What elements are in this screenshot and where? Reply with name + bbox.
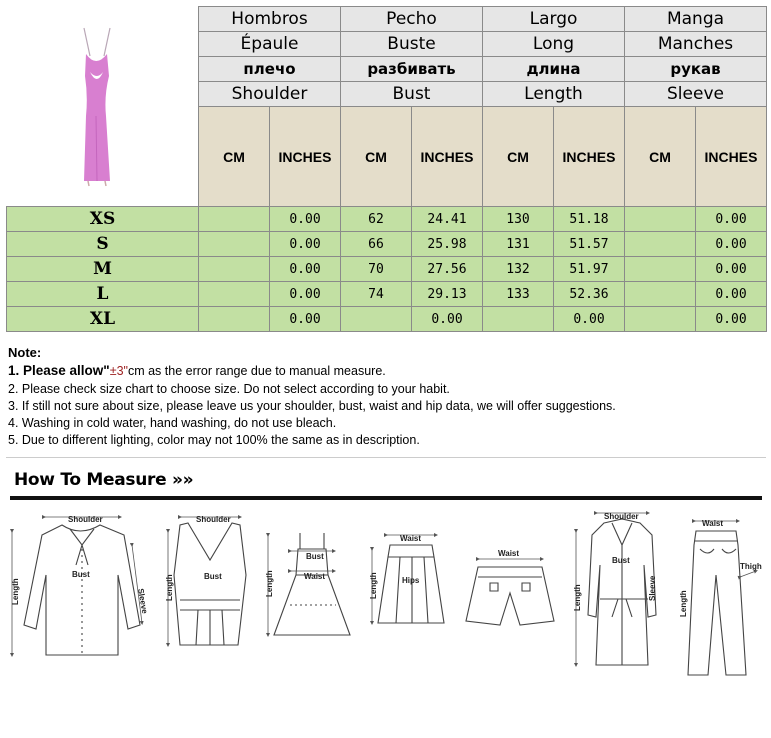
measurement-figures — [0, 505, 771, 735]
label-shoulder: Shoulder — [68, 515, 103, 524]
table-row — [199, 232, 767, 257]
header-row-french — [199, 32, 767, 57]
header-cell: Hombros — [199, 7, 341, 32]
header-cell: Bust — [341, 82, 483, 107]
label-bust: Bust — [612, 556, 630, 565]
size-label: XL — [7, 307, 199, 332]
value-cell: 0.00 — [270, 207, 341, 232]
value-cell: 27.56 — [412, 257, 483, 282]
label-length: Length — [11, 578, 20, 605]
size-column — [6, 206, 198, 332]
value-cell: 0.00 — [270, 257, 341, 282]
value-cell: 25.98 — [412, 232, 483, 257]
table-row — [199, 282, 767, 307]
header-cell: рукав — [625, 57, 767, 82]
label-sleeve: Sleeve — [136, 587, 150, 615]
value-cell — [625, 232, 696, 257]
value-cell: 0.00 — [412, 307, 483, 332]
value-cell: 130 — [483, 207, 554, 232]
header-cell: Manches — [625, 32, 767, 57]
value-cell: 74 — [341, 282, 412, 307]
note-line-2: 2. Please check size chart to choose size. Do not select according to your habit. — [8, 381, 450, 396]
unit-cell: INCHES — [554, 107, 625, 207]
how-to-measure-title — [14, 470, 193, 490]
label-waist: Waist — [400, 534, 422, 543]
table-row — [199, 257, 767, 282]
label-thigh: Thigh — [740, 562, 762, 571]
label-length: Length — [573, 584, 582, 611]
header-cell: Sleeve — [625, 82, 767, 107]
header-cell: Largo — [483, 7, 625, 32]
notes-title: Note: — [8, 345, 42, 360]
value-cell: 29.13 — [412, 282, 483, 307]
unit-cell: INCHES — [270, 107, 341, 207]
value-cell — [199, 282, 270, 307]
value-cell — [625, 257, 696, 282]
label-bust: Bust — [72, 570, 90, 579]
unit-cell: CM — [483, 107, 554, 207]
tank-top-figure — [174, 523, 246, 645]
label-bust: Bust — [204, 572, 222, 581]
unit-row — [199, 107, 767, 207]
header-cell: Length — [483, 82, 625, 107]
pink-dress-image — [6, 6, 198, 206]
product-photo — [6, 6, 198, 206]
value-cell: 0.00 — [270, 307, 341, 332]
note-line-1 — [8, 362, 768, 380]
header-cell: Shoulder — [199, 82, 341, 107]
header-row-spanish — [199, 7, 767, 32]
value-cell: 51.57 — [554, 232, 625, 257]
size-label: L — [7, 282, 199, 307]
note-tolerance: ±3" — [109, 364, 128, 379]
value-cell: 0.00 — [270, 282, 341, 307]
notes-section — [8, 344, 768, 450]
label-length: Length — [165, 574, 174, 601]
section-divider — [6, 457, 766, 458]
value-cell: 0.00 — [696, 207, 767, 232]
value-cell: 0.00 — [696, 307, 767, 332]
label-waist: Waist — [702, 519, 724, 528]
header-cell: Manga — [625, 7, 767, 32]
value-cell: 0.00 — [696, 232, 767, 257]
label-length: Length — [265, 570, 274, 597]
value-cell: 0.00 — [270, 232, 341, 257]
value-cell: 51.18 — [554, 207, 625, 232]
header-cell: Épaule — [199, 32, 341, 57]
size-label: M — [7, 257, 199, 282]
arrows-icon: »» — [171, 470, 194, 490]
unit-cell: CM — [341, 107, 412, 207]
value-cell: 52.36 — [554, 282, 625, 307]
value-cell — [341, 307, 412, 332]
note-line-3: 3. If still not sure about size, please leave us your shoulder, bust, waist and hip data, we will offer suggestions. — [8, 398, 616, 413]
header-cell: длина — [483, 57, 625, 82]
value-cell: 66 — [341, 232, 412, 257]
blouse-figure — [24, 525, 140, 655]
value-cell: 62 — [341, 207, 412, 232]
value-cell — [199, 207, 270, 232]
shorts-figure — [466, 567, 554, 625]
value-cell — [625, 282, 696, 307]
label-waist: Waist — [498, 549, 520, 558]
value-cell — [199, 257, 270, 282]
value-cell — [625, 307, 696, 332]
value-cell — [483, 307, 554, 332]
value-cell: 51.97 — [554, 257, 625, 282]
unit-cell: INCHES — [696, 107, 767, 207]
label-shoulder: Shoulder — [196, 515, 231, 524]
note-line-1-text: cm as the error range due to manual measure. — [127, 364, 386, 379]
value-cell: 70 — [341, 257, 412, 282]
value-cell: 133 — [483, 282, 554, 307]
value-cell: 132 — [483, 257, 554, 282]
value-cell: 131 — [483, 232, 554, 257]
value-cell: 24.41 — [412, 207, 483, 232]
jeans-figure — [688, 531, 746, 675]
label-waist: Waist — [304, 572, 326, 581]
trench-coat-figure — [588, 519, 656, 665]
header-cell: разбивать — [341, 57, 483, 82]
size-label: S — [7, 232, 199, 257]
how-to-measure-text: How To Measure — [14, 470, 167, 490]
header-cell: Long — [483, 32, 625, 57]
header-cell: Buste — [341, 32, 483, 57]
unit-cell: CM — [199, 107, 270, 207]
value-cell — [199, 232, 270, 257]
size-chart-table — [198, 6, 767, 332]
value-cell — [199, 307, 270, 332]
label-length: Length — [679, 590, 688, 617]
value-cell: 0.00 — [696, 257, 767, 282]
header-cell: плечо — [199, 57, 341, 82]
strap-dress-figure — [274, 533, 350, 635]
unit-cell: INCHES — [412, 107, 483, 207]
table-row — [199, 207, 767, 232]
note-line-4: 4. Washing in cold water, hand washing, do not use bleach. — [8, 416, 337, 431]
value-cell: 0.00 — [696, 282, 767, 307]
header-cell: Pecho — [341, 7, 483, 32]
label-bust: Bust — [306, 552, 324, 561]
value-cell: 0.00 — [554, 307, 625, 332]
note-allow-label: 1. Please allow" — [8, 363, 110, 379]
value-cell — [625, 207, 696, 232]
label-hips: Hips — [402, 576, 420, 585]
note-line-5: 5. Due to different lighting, color may not 100% the same as in description. — [8, 433, 420, 448]
header-row-russian — [199, 57, 767, 82]
label-sleeve: Sleeve — [648, 575, 657, 601]
header-row-english — [199, 82, 767, 107]
table-row — [199, 307, 767, 332]
label-shoulder: Shoulder — [604, 512, 639, 521]
label-length: Length — [369, 572, 378, 599]
unit-cell: CM — [625, 107, 696, 207]
size-label: XS — [7, 207, 199, 232]
how-to-measure-rule — [10, 496, 762, 500]
